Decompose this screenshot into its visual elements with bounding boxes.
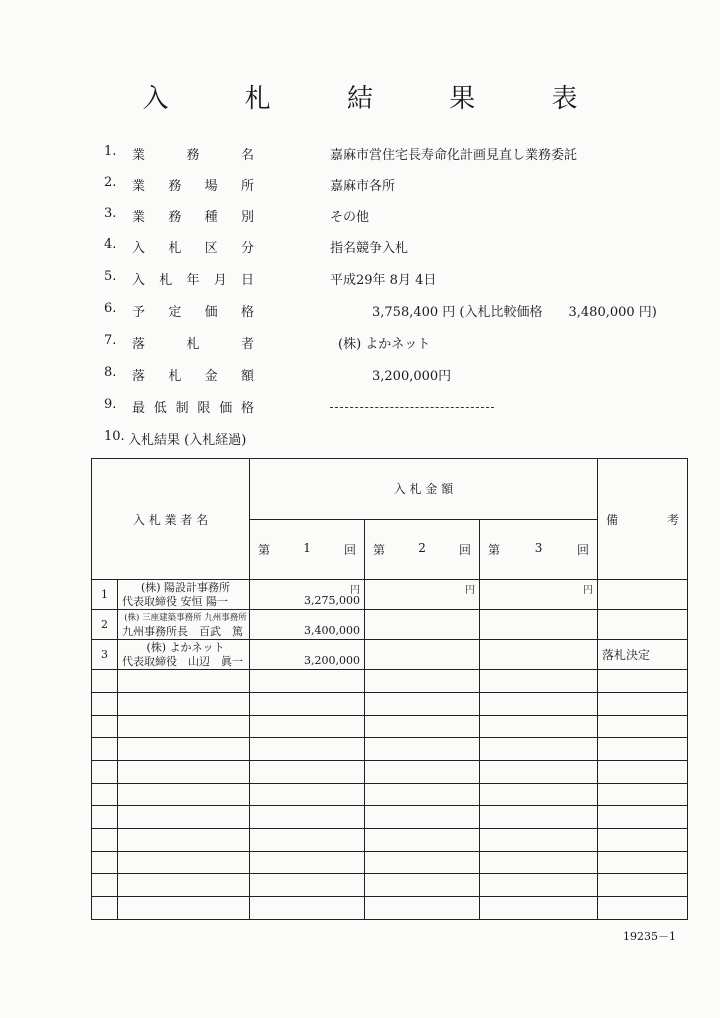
empty-cell	[250, 670, 365, 693]
empty-cell	[480, 897, 598, 920]
empty-cell	[480, 806, 598, 829]
empty-cell	[92, 670, 118, 693]
empty-cell	[92, 760, 118, 783]
empty-cell	[118, 897, 250, 920]
yen-unit: 円	[465, 585, 476, 597]
item-number: 6.	[104, 301, 117, 316]
empty-cell	[598, 851, 688, 874]
empty-cell	[92, 783, 118, 806]
item-label: 最 低 制 限 価 格	[132, 401, 254, 416]
empty-cell	[118, 670, 250, 693]
item-label: 入札結果 (入札経過)	[128, 433, 247, 448]
item-value: 3,758,400 円 (入札比較価格 3,480,000 円)	[372, 305, 657, 320]
empty-row	[92, 851, 688, 874]
empty-row	[92, 670, 688, 693]
empty-row	[92, 692, 688, 715]
empty-cell	[250, 829, 365, 852]
empty-cell	[480, 874, 598, 897]
empty-cell	[598, 715, 688, 738]
bidder-header: 入 札 業 者 名	[92, 459, 250, 580]
empty-cell	[598, 874, 688, 897]
empty-cell	[250, 806, 365, 829]
empty-cell	[118, 715, 250, 738]
bid-amount-round-1: 3,200,000	[250, 640, 365, 670]
bidder-name: (株) 陽設計事務所 代表取締役 安恒 陽一	[118, 580, 250, 610]
item-label: 業 務 場 所	[132, 179, 254, 194]
empty-cell	[365, 783, 480, 806]
empty-cell	[480, 670, 598, 693]
remarks	[598, 580, 688, 610]
round-1-header: 第 1 回	[250, 519, 365, 580]
amount-header: 入 札 金 額	[250, 459, 598, 520]
empty-row	[92, 806, 688, 829]
empty-cell	[92, 829, 118, 852]
item-number: 9.	[104, 397, 117, 412]
empty-cell	[480, 783, 598, 806]
item-label: 業 務 種 別	[132, 210, 254, 225]
item-value	[330, 397, 494, 412]
bid-amount-round-3	[480, 640, 598, 670]
empty-cell	[480, 692, 598, 715]
bid-amount-round-2	[365, 580, 480, 610]
empty-cell	[365, 738, 480, 761]
empty-cell	[250, 715, 365, 738]
remarks-header: 備 考	[598, 459, 688, 580]
remarks	[598, 610, 688, 640]
empty-cell	[598, 897, 688, 920]
empty-cell	[118, 874, 250, 897]
empty-cell	[365, 897, 480, 920]
item-value: 嘉麻市各所	[330, 179, 396, 194]
remarks: 落札決定	[598, 640, 688, 670]
empty-cell	[250, 738, 365, 761]
empty-cell	[365, 874, 480, 897]
empty-row	[92, 783, 688, 806]
row-number: 2	[92, 610, 118, 640]
item-number: 3.	[104, 206, 117, 221]
empty-cell	[480, 715, 598, 738]
item-number: 4.	[104, 237, 117, 252]
empty-cell	[365, 829, 480, 852]
empty-row	[92, 897, 688, 920]
empty-cell	[250, 783, 365, 806]
empty-cell	[365, 760, 480, 783]
bid-amount-round-2	[365, 640, 480, 670]
item-label: 落 札 者	[132, 337, 254, 352]
bid-amount-round-1: 円 3,275,000	[250, 580, 365, 610]
item-value: (株) よかネット	[338, 337, 431, 352]
bid-amount-round-3	[480, 580, 598, 610]
empty-cell	[250, 851, 365, 874]
item-number: 8.	[104, 365, 117, 380]
empty-row	[92, 874, 688, 897]
item-label: 予 定 価 格	[132, 305, 254, 320]
yen-unit: 円	[583, 585, 594, 597]
round-2-header: 第 2 回	[365, 519, 480, 580]
empty-cell	[365, 670, 480, 693]
item-label: 入 札 年 月 日	[132, 273, 254, 288]
item-label: 入 札 区 分	[132, 241, 254, 256]
empty-cell	[598, 738, 688, 761]
empty-cell	[250, 874, 365, 897]
round-3-header: 第 3 回	[480, 519, 598, 580]
empty-cell	[598, 760, 688, 783]
bid-amount-round-1: 3,400,000	[250, 610, 365, 640]
item-value: その他	[330, 210, 370, 225]
page-title: 入 札 結 果 表	[142, 84, 612, 114]
blank-line	[330, 397, 494, 408]
empty-cell	[118, 692, 250, 715]
empty-cell	[118, 851, 250, 874]
empty-cell	[480, 851, 598, 874]
bid-amount-round-3	[480, 610, 598, 640]
empty-cell	[250, 760, 365, 783]
row-number: 1	[92, 580, 118, 610]
empty-cell	[598, 692, 688, 715]
empty-cell	[480, 738, 598, 761]
empty-cell	[92, 874, 118, 897]
item-value: 3,200,000円	[372, 369, 452, 384]
item-number: 1.	[104, 144, 117, 159]
bid-results-table	[91, 458, 688, 920]
item-number: 7.	[104, 333, 117, 348]
empty-cell	[92, 692, 118, 715]
item-label: 業 務 名	[132, 148, 254, 163]
empty-cell	[92, 897, 118, 920]
empty-cell	[118, 806, 250, 829]
empty-cell	[118, 783, 250, 806]
table-row	[92, 610, 688, 640]
bidder-name: (株) 三座建築事務所 九州事務所 九州事務所長 百武 篤	[118, 610, 250, 640]
item-number: 2.	[104, 175, 117, 190]
item-value: 指名競争入札	[330, 241, 409, 256]
item-label: 落 札 金 額	[132, 369, 254, 384]
empty-row	[92, 829, 688, 852]
empty-cell	[598, 829, 688, 852]
page-number: 19235－1	[623, 930, 676, 943]
item-number: 10.	[104, 429, 125, 444]
empty-cell	[92, 715, 118, 738]
item-value: 嘉麻市営住宅長寿命化計画見直し業務委託	[330, 148, 578, 163]
bidder-name: (株) よかネット 代表取締役 山辺 眞一	[118, 640, 250, 670]
empty-cell	[598, 670, 688, 693]
row-number: 3	[92, 640, 118, 670]
empty-cell	[480, 829, 598, 852]
empty-cell	[365, 715, 480, 738]
yen-unit: 円	[350, 585, 361, 597]
empty-cell	[250, 897, 365, 920]
empty-cell	[480, 760, 598, 783]
empty-cell	[598, 806, 688, 829]
empty-row	[92, 738, 688, 761]
empty-cell	[118, 829, 250, 852]
empty-row	[92, 760, 688, 783]
empty-cell	[118, 738, 250, 761]
empty-cell	[92, 851, 118, 874]
empty-cell	[92, 738, 118, 761]
empty-row	[92, 715, 688, 738]
table-row	[92, 640, 688, 670]
table-row	[92, 580, 688, 610]
bid-amount-round-2	[365, 610, 480, 640]
item-number: 5.	[104, 269, 117, 284]
empty-cell	[598, 783, 688, 806]
empty-cell	[118, 760, 250, 783]
empty-cell	[365, 851, 480, 874]
empty-cell	[365, 692, 480, 715]
empty-cell	[92, 806, 118, 829]
empty-cell	[365, 806, 480, 829]
item-value: 平成29年 8月 4日	[330, 273, 437, 288]
empty-cell	[250, 692, 365, 715]
